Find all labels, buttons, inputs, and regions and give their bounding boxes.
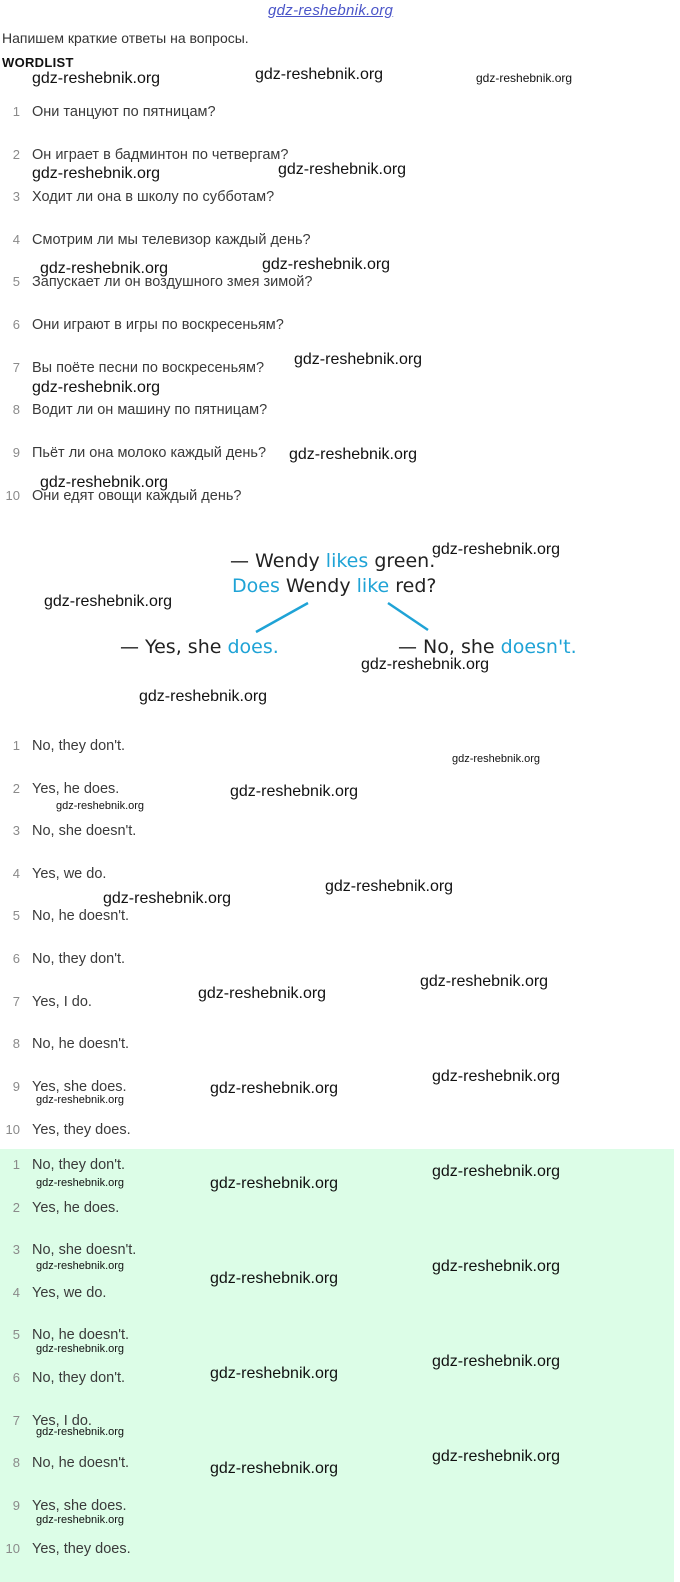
watermark: gdz-reshebnik.org: [432, 1258, 561, 1275]
item-number: 10: [5, 1122, 20, 1137]
item-text: No, they don't.: [32, 1157, 126, 1173]
watermark: gdz-reshebnik.org: [40, 474, 169, 491]
statement-verb: likes: [325, 550, 369, 572]
watermark: gdz-reshebnik.org: [210, 1080, 339, 1097]
watermark: gdz-reshebnik.org: [432, 1353, 561, 1370]
item-number: 6: [12, 951, 20, 966]
item-text: Yes, they does.: [32, 1122, 131, 1138]
watermark: gdz-reshebnik.org: [294, 351, 423, 368]
watermark: gdz-reshebnik.org: [210, 1460, 339, 1477]
item-number: 10: [5, 1541, 20, 1556]
item-number: 5: [12, 908, 20, 923]
wordlist-label[interactable]: WORDLIST: [2, 55, 74, 70]
watermark: gdz-reshebnik.org: [452, 753, 541, 765]
item-number: 2: [12, 147, 20, 162]
item-text: Yes, I do.: [32, 1413, 92, 1429]
item-text: Yes, we do.: [32, 1285, 107, 1301]
item-number: 1: [12, 738, 20, 753]
item-number: 9: [12, 1079, 20, 1094]
watermark: gdz-reshebnik.org: [289, 446, 418, 463]
watermark: gdz-reshebnik.org: [36, 1094, 125, 1106]
watermark: gdz-reshebnik.org: [432, 541, 561, 558]
item-text: Смотрим ли мы телевизор каждый день?: [32, 232, 311, 248]
watermark: gdz-reshebnik.org: [36, 1343, 125, 1355]
watermark: gdz-reshebnik.org: [432, 1163, 561, 1180]
watermark: gdz-reshebnik.org: [255, 66, 384, 83]
watermark: gdz-reshebnik.org: [198, 985, 327, 1002]
item-text: Yes, we do.: [32, 866, 107, 882]
item-number: 10: [5, 488, 20, 503]
item-text: Yes, they does.: [32, 1541, 131, 1557]
item-number: 7: [12, 1413, 20, 1428]
watermark: gdz-reshebnik.org: [36, 1426, 125, 1438]
item-number: 9: [12, 445, 20, 460]
statement-start: — Wendy: [230, 550, 326, 572]
item-text: No, he doesn't.: [32, 1455, 130, 1471]
watermark: gdz-reshebnik.org: [44, 593, 173, 610]
watermark: gdz-reshebnik.org: [230, 783, 359, 800]
watermark: gdz-reshebnik.org: [210, 1175, 339, 1192]
item-text: Водит ли он машину по пятницам?: [32, 402, 268, 418]
item-number: 2: [12, 781, 20, 796]
no-aux: doesn't.: [500, 636, 577, 658]
item-number: 8: [12, 1455, 20, 1470]
watermark: gdz-reshebnik.org: [432, 1448, 561, 1465]
item-number: 8: [12, 1036, 20, 1051]
watermark: gdz-reshebnik.org: [36, 1177, 125, 1189]
question-verb: like: [356, 575, 390, 597]
item-number: 4: [12, 1285, 20, 1300]
item-number: 3: [12, 1242, 20, 1257]
yes-answer: [120, 636, 279, 658]
grammar-illustration: [110, 544, 590, 674]
item-text: No, he doesn't.: [32, 1036, 130, 1052]
watermark: gdz-reshebnik.org: [56, 800, 145, 812]
watermark: gdz-reshebnik.org: [32, 70, 161, 87]
yes-aux: does.: [227, 636, 279, 658]
item-text: Yes, he does.: [32, 1200, 120, 1216]
item-text: Вы поёте песни по воскресеньям?: [32, 360, 265, 376]
no-start: — No, she: [398, 636, 501, 658]
watermark: gdz-reshebnik.org: [210, 1270, 339, 1287]
item-text: Yes, he does.: [32, 781, 120, 797]
item-text: No, they don't.: [32, 738, 126, 754]
item-text: Yes, she does.: [32, 1498, 127, 1514]
yes-start: — Yes, she: [120, 636, 228, 658]
item-text: Запускает ли он воздушного змея зимой?: [32, 274, 313, 290]
no-branch-line: [388, 603, 428, 630]
watermark: gdz-reshebnik.org: [420, 973, 549, 990]
item-number: 7: [12, 994, 20, 1009]
item-number: 1: [12, 104, 20, 119]
item-number: 3: [12, 823, 20, 838]
question-subject: Wendy: [279, 575, 357, 597]
watermark: gdz-reshebnik.org: [432, 1068, 561, 1085]
intro-text: Напишем краткие ответы на вопросы.: [2, 30, 249, 46]
item-text: No, they don't.: [32, 951, 126, 967]
site-link[interactable]: gdz-reshebnik.org: [268, 2, 394, 19]
item-text: Он играет в бадминтон по четвергам?: [32, 147, 289, 163]
item-number: 4: [12, 866, 20, 881]
item-number: 4: [12, 232, 20, 247]
item-text: No, she doesn't.: [32, 1242, 137, 1258]
item-number: 5: [12, 274, 20, 289]
watermark: gdz-reshebnik.org: [476, 71, 573, 85]
question-end: red?: [389, 575, 437, 597]
question-aux: Does: [232, 575, 280, 597]
item-text: No, they don't.: [32, 1370, 126, 1386]
yes-branch-line: [256, 603, 308, 632]
item-number: 5: [12, 1327, 20, 1342]
item-number: 9: [12, 1498, 20, 1513]
watermark: gdz-reshebnik.org: [325, 878, 454, 895]
watermark: gdz-reshebnik.org: [103, 890, 232, 907]
item-number: 2: [12, 1200, 20, 1215]
watermark: gdz-reshebnik.org: [32, 165, 161, 182]
watermark: gdz-reshebnik.org: [262, 256, 391, 273]
item-number: 7: [12, 360, 20, 375]
statement-end: green.: [368, 550, 436, 572]
item-number: 3: [12, 189, 20, 204]
watermark: gdz-reshebnik.org: [36, 1514, 125, 1526]
watermark: gdz-reshebnik.org: [361, 656, 490, 673]
item-text: Пьёт ли она молоко каждый день?: [32, 445, 267, 461]
item-text: Они играют в игры по воскресеньям?: [32, 317, 284, 333]
watermark: gdz-reshebnik.org: [278, 161, 407, 178]
watermark: gdz-reshebnik.org: [139, 688, 268, 705]
item-text: Yes, she does.: [32, 1079, 127, 1095]
no-answer: [398, 636, 577, 658]
item-text: Они танцуют по пятницам?: [32, 104, 216, 120]
item-number: 6: [12, 1370, 20, 1385]
item-text: Yes, I do.: [32, 994, 92, 1010]
watermark: gdz-reshebnik.org: [36, 1260, 125, 1272]
watermark: gdz-reshebnik.org: [40, 260, 169, 277]
item-text: No, she doesn't.: [32, 823, 137, 839]
item-number: 1: [12, 1157, 20, 1172]
item-text: Ходит ли она в школу по субботам?: [32, 189, 275, 205]
watermark: gdz-reshebnik.org: [210, 1365, 339, 1382]
item-text: No, he doesn't.: [32, 908, 130, 924]
item-text: Они едят овощи каждый день?: [32, 488, 242, 504]
item-text: No, he doesn't.: [32, 1327, 130, 1343]
watermark: gdz-reshebnik.org: [32, 379, 161, 396]
item-number: 6: [12, 317, 20, 332]
item-number: 8: [12, 402, 20, 417]
